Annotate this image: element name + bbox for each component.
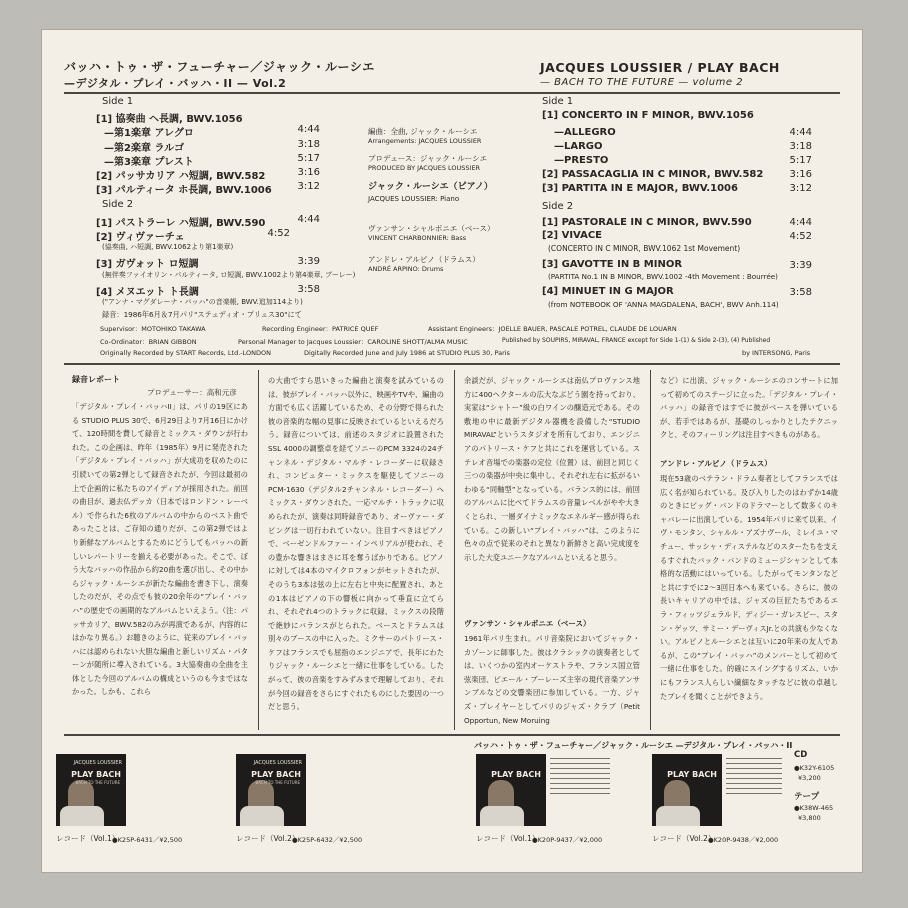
cover-sub-1: BACH TO THE FUTURE — [75, 780, 120, 785]
cover-title-3: PLAY BACH — [491, 770, 541, 779]
jp-s2-track-4: [4] メヌエット ト長調 — [96, 287, 199, 298]
album-cover-vol1-budget — [476, 754, 546, 826]
en-track-1a-time: 4:44 — [789, 127, 812, 138]
cover-title-1: PLAY BACH — [71, 770, 121, 779]
en-s2-track-4: [4] MINUET IN G MAJOR — [542, 286, 674, 297]
header-rule — [64, 92, 840, 94]
jp-track-3-time: 3:12 — [297, 181, 320, 192]
jp-track-2-time: 3:16 — [297, 167, 320, 178]
jp-s2-track-1: [1] パストラーレ ハ短調, BWV.590 — [96, 218, 266, 229]
rec3-number: ●K20P-9437／¥2,000 — [532, 836, 603, 844]
jp-s2-track-2: [2] ヴィヴァーチェ — [96, 232, 185, 243]
cover-artist-1: JACQUES LOUSSIER — [73, 760, 122, 766]
prod-jp: プロデュース：ジャック・ルーシエ — [368, 154, 488, 163]
cd-number: ●K32Y-6105 — [794, 764, 835, 772]
drums-bio-heading: アンドレ・アルピノ（ドラムス） — [660, 459, 772, 468]
bass-en: VINCENT CHARBONNIER: Bass — [368, 234, 467, 242]
en-track-2: [2] PASSACAGLIA IN C MINOR, BWV.582 — [542, 169, 764, 180]
vol2-tracklist-thumb — [726, 754, 782, 798]
bass-bio-heading: ヴァンサン・シャルボニエ（ベース） — [464, 619, 591, 628]
jp-side2-label: Side 2 — [102, 199, 134, 210]
jp-s2-track-3-note: (無伴奏ファイオリン・パルティータ, ロ短調, BWV.1002より第4楽章, ブーレー) — [102, 271, 356, 279]
cover-sub-2: BACH TO THE FUTURE — [255, 780, 300, 785]
en-track-2-time: 3:16 — [789, 169, 812, 180]
cd-price: ¥3,200 — [798, 774, 821, 782]
notes-producer: プロデューサー：高和元彦 — [147, 388, 237, 397]
jp-track-1c: —第3楽章 プレスト — [104, 157, 194, 168]
cover-title-4: PLAY BACH — [667, 770, 717, 779]
arr-jp: 編曲：全曲, ジャック・ルーシエ — [368, 127, 478, 136]
rec3-label: レコード（Vol.1） — [476, 834, 540, 843]
vol1-tracklist-thumb — [550, 754, 610, 798]
bass-jp: ヴァンサン・シャルボニエ（ベース） — [368, 224, 495, 233]
jp-s2-track-2-time: 4:52 — [267, 228, 290, 239]
rec4-number: ●K20P-9438／¥2,000 — [708, 836, 779, 844]
catalog-heading: バッハ・トゥ・ザ・フューチャー／ジャック・ルーシエ —デジタル・プレイ・バッハ・II — [474, 741, 793, 750]
notes-column-3: 余談だが、ジャック・ルーシエは南仏プロヴァンス地方に400ヘクタールの広大なぶどう園を持っており、実家は“シャトー”級の白ワインの醸造元である。その敷地の中に最新デジタル器機を設備した“STUDIO MIRAVAL”というスタジオを所有しており、エンジニアのパトリース・ケフと共にこれを運営している。ステレオ音場での楽器の定位（位置）は、前回と同じく三つの楽器が中央に集中し、それぞれ左右に拡がるいわゆる“同軸型”となっている。バランス的には、前回のアルバムに比べてドラムスの音量レベルがやや大きくとられ、一層ダイナミックなエネルギー感が得られている。この新しい“プレイ・バッハ”は、このように色々の点で従来のそれと異なり新鮮さと高い完成度を示した大変ユニークなアルバムといえると思う。 — [464, 376, 640, 562]
en-s2-track-3: [3] GAVOTTE IN B MINOR — [542, 259, 683, 270]
column-divider-3 — [650, 370, 651, 730]
staff-personal-manager: Personal Manager to Jacques Loussier：CAROLINE SHOTT/ALMA MUSIC — [238, 338, 468, 346]
en-title: JACQUES LOUSSIER / PLAY BACH — [540, 60, 780, 75]
drums-jp: アンドレ・アルピノ（ドラムス） — [368, 255, 480, 264]
piano-jp: ジャック・ルーシエ（ピアノ） — [368, 182, 493, 192]
notes-column-2: の大曲ですら思いきった編曲と演奏を試みているのは、彼がプレイ・バッハ以外に、映画やTVや、編曲の方面でも広く活躍しているため、その分野で得られた彼の音楽的な幅の見事に反映されているといえるだろう。録音については、前述のスタジオに設置されたSSL 4000の調整卓を経てソニーのPCM 3324の24チャンネル・デジタル・マルチ・レコーダーに収録され、コンピュター・ミックスを駆使してソニーのPCM-1630（デジタル2チャンネル・レコーダー）へミックス・ダウンされた。一応マルチ・トラックに収められたが、演奏は同時録音であり、オーヴァー・ダビングは一切行われていない。注目すべきはピアノで、ベーゼンドルファー・インペリアルが使われ、その豊かな響きはまさに耳を奪うばかりである。ピアノに対しては4本のマイクロフォンがセットされたが、そのうち3本は弦の上に左右と中央に配置され、あとの1本はピアノの下の響板に向かって垂直に立てられ、それぞれ4つのトラックに収録、ミックスの段階で絶妙にバランスがとられた。ベースとドラムスは別々のブースの中に入った。ミクサーのパトリース・ケフはフランスでも屈指のエンジニアで、長年にわたりジャック・ルーシエと一緒に仕事をしている。したがって、彼の音楽をすみずみまで理解しており、それが今回の録音をさらにすぐれたものにした要因の一つだと思う。 — [268, 376, 444, 712]
staff-published: Published by SOUPIRS, MIRAVAL, FRANCE except for Side 1-(1) & Side 2-(3), (4) Published — [502, 337, 771, 344]
en-s2-track-3-time: 3:39 — [789, 260, 812, 271]
tape-label: テープ — [794, 792, 820, 802]
jp-track-2: [2] パッサカリア ハ短調, BWV.582 — [96, 171, 266, 182]
jp-track-1a-time: 4:44 — [297, 124, 320, 135]
album-cover-vol2-budget — [652, 754, 722, 826]
en-track-1b: —LARGO — [554, 141, 603, 152]
rec2-number: ●K25P-6432／¥2,500 — [292, 836, 363, 844]
credits-rule — [64, 363, 840, 365]
staff-coordinator: Co-Ordinator：BRIAN GIBBON — [100, 338, 197, 346]
rec4-label: レコード（Vol.2） — [652, 834, 716, 843]
staff-supervisor: Supervisor：MOTOHIKO TAKAWA — [100, 325, 206, 333]
en-s2-track-4-time: 3:58 — [789, 287, 812, 298]
cover-title-2: PLAY BACH — [251, 770, 301, 779]
rec1-number: ●K25P-6431／¥2,500 — [112, 836, 183, 844]
en-s2-track-1: [1] PASTORALE IN C MINOR, BWV.590 — [542, 217, 752, 228]
liner-notes-sheet — [42, 30, 862, 872]
tape-number: ●K38W-465 — [794, 804, 834, 812]
jp-track-3: [3] パルティータ ホ長調, BWV.1006 — [96, 185, 272, 196]
jp-s2-track-4-note: ("アンナ・マグダレーナ・バッハ"の音楽帳, BWV.追加114より) — [102, 298, 303, 306]
en-track-1c-time: 5:17 — [789, 155, 812, 166]
en-s2-track-4-note: (from NOTEBOOK OF 'ANNA MAGDALENA, BACH', BWV Anh.114) — [548, 300, 779, 309]
drums-en: ANDRÉ ARPINO: Drums — [368, 265, 444, 273]
column-divider-1 — [258, 370, 259, 730]
jp-s2-track-3: [3] ガヴォット ロ短調 — [96, 259, 199, 270]
cd-label: CD — [794, 750, 808, 760]
drums-bio: 現在53歳のベテラン・ドラム奏者としてフランスでは広く名が知られている。及び入りしたのはわずか14歳のときにビッグ・バンドのドラマーとして数多くのキャバレーに出演している。1954年パリに来て以来、イヴ・モンタン、シャルル・アズナヴール、ミレイユ・マチュー、サッシャ・ディステルなどのスターたちを支えるすぐれたバック・バンドのミュージシャンとして本格的な活動にはいっている。したがってモンタンなどと共にすでに2～3回日本へも来ている。さらに、彼の長いキャリアの中では、ジャズの巨匠たちであるエラ・フィッツジェラルド、ディジー・ガレスピー、スタン・ゲッツ、サミー・デーヴィスJr.との共演も少なくない。アルピノとルーシエとは互いに20年来の友人であるが、この“プレイ・バッハ”のメンバーとして初めて一緒に仕事をした。的確にスイングするリズム、いかにもフランス人らしい繊細なタッチなどに彼の卓越したプレイを聞くことができよう。 — [660, 474, 838, 701]
album-cover-vol2 — [236, 754, 306, 826]
jp-recorded-note: 録音：1986年6月＆7月パリ"ステュディオ・プリュス30"にて — [102, 310, 302, 319]
bass-bio: 1961年パリ生まれ。パリ音楽院においてジャック・カゾーンに師事した。彼はクラシックの演奏者としては、いくつかの室内オーケストラや、フランス国立管弦楽団、ピエール・ブーレーズ主宰の現代音楽アンサンブルなどの交響楽団に参加している。一方、ジャズ・プレイヤーとしてパリのジャズ・クラブ（Petit Opportun, New Moruing — [464, 634, 640, 725]
staff-assistant-engineers: Assistant Engineers：JOELLE BAUER, PASCALE POTREL, CLAUDE DE LOUARN — [428, 325, 677, 333]
jp-s2-track-3-time: 3:39 — [297, 256, 320, 267]
en-track-3: [3] PARTITA IN E MAJOR, BWV.1006 — [542, 183, 738, 194]
staff-originally-recorded: Originally Recorded by START Records, Ltd.-LONDON — [100, 349, 271, 357]
en-subtitle: — BACH TO THE FUTURE — volume 2 — [540, 77, 744, 88]
album-cover-vol1 — [56, 754, 126, 826]
tape-price: ¥3,800 — [798, 814, 821, 822]
piano-en: JACQUES LOUSSIER: Piano — [368, 195, 460, 203]
rec1-label: レコード（Vol.1） — [56, 834, 120, 843]
prod-en: PRODUCED BY JACQUES LOUSSIER — [368, 164, 481, 172]
en-track-1a: —ALLEGRO — [554, 127, 616, 138]
jp-track-1b: —第2楽章 ラルゴ — [104, 143, 185, 154]
en-s2-track-1-time: 4:44 — [789, 217, 812, 228]
notes-column-4: など）に出演、ジャック・ルーシエのコンサートに加って初めてのステージに立った。「デジタル・プレイ・バッハ」の録音ではすでに彼がベースを弾いているが、若手ではあるが、基礎のしっかりとしたテクニックと、そのフィーリングは注目すべきものがある。 — [660, 376, 838, 440]
en-track-1b-time: 3:18 — [789, 141, 812, 152]
jp-side1-label: Side 1 — [102, 96, 134, 107]
staff-intersong: by INTERSONG, Paris — [742, 349, 811, 357]
jp-s2-track-4-time: 3:58 — [297, 284, 320, 295]
arr-en: Arrangements: JACQUES LOUSSIER — [368, 137, 482, 145]
en-s2-track-2: [2] VIVACE — [542, 230, 603, 241]
en-side1-label: Side 1 — [542, 96, 574, 107]
en-track-1: [1] CONCERTO IN F MINOR, BWV.1056 — [542, 110, 754, 121]
jp-s2-track-2-note: (協奏曲, ハ短調, BWV.1062より第1楽章) — [102, 243, 234, 251]
en-s2-track-2-note: (CONCERTO IN C MINOR, BWV.1062 1st Movement) — [548, 244, 741, 253]
jp-track-1a: —第1楽章 アレグロ — [104, 128, 194, 139]
en-s2-track-2-time: 4:52 — [789, 231, 812, 242]
column-divider-2 — [454, 370, 455, 730]
jp-s2-track-1-time: 4:44 — [297, 214, 320, 225]
jp-track-1c-time: 5:17 — [297, 153, 320, 164]
notes-rule — [64, 734, 840, 736]
cover-artist-2: JACQUES LOUSSIER — [253, 760, 302, 766]
jp-title-line2: —デジタル・プレイ・バッハ・II — Vol.2 — [64, 77, 287, 90]
jp-track-1: [1] 協奏曲 ヘ長調, BWV.1056 — [96, 114, 243, 125]
rec2-label: レコード（Vol.2） — [236, 834, 300, 843]
en-track-3-time: 3:12 — [789, 183, 812, 194]
en-side2-label: Side 2 — [542, 201, 574, 212]
notes-column-1: 「デジタル・プレイ・バッハII」は、パリの19区にある STUDIO PLUS 30で、6月29日より7月16日にかけて、120時間を費して録音とミックス・ダウンが行われた。この企画は、昨年（1985年）9月に発売された「デジタル・プレイ・バッハ」が大成功を収めたのに引続いての第2弾として録音されたが、今回は最初の上で企画的に私たちのアイディアが採用された。前回の曲目が、過去仏デッカ（日本ではロンドン・レーベル）で作られた6枚のアルバムの中からのベスト曲であったことは、ご存知の通りだが、この第2弾ではより新鮮なアルバムとするためにどうしてもバッハの新しいレパートリーを揃える必要があった。そこで、ぼう大なバッハの作品から約20曲を選び出し、その中からジャック・ルーシエが新たな編曲を書き下し、演奏したのだが、その点でも彼の20余年の“プレイ・バッハ”の歴史での画期的なアルバムといえよう。（注：パッサカリア、BWV.582のみが再演であるが、内容的にはかなり異る。）お聴きのように、従来のプレイ・バッハには認められない大胆な編曲と新しいリズム・パターンが随所に導入されている。3大協奏曲の全曲を主体とした今回のアルバムの構成というのも今まではなかった。しかも、これら — [72, 402, 248, 697]
staff-recording-engineer: Recording Engineer：PATRICE QUEF — [262, 325, 379, 333]
jp-track-1b-time: 3:18 — [297, 139, 320, 150]
jp-title-line1: バッハ・トゥ・ザ・フューチャー／ジャック・ルーシエ — [64, 60, 375, 74]
staff-digitally-recorded: Digitally Recorded June and July 1986 at STUDIO PLUS 30, Paris — [304, 349, 510, 357]
notes-heading: 録音レポート — [72, 375, 120, 384]
en-s2-track-3-note: (PARTITA No.1 IN B MINOR, BWV.1002 -4th Movement : Bourrée) — [548, 272, 778, 281]
en-track-1c: —PRESTO — [554, 155, 609, 166]
